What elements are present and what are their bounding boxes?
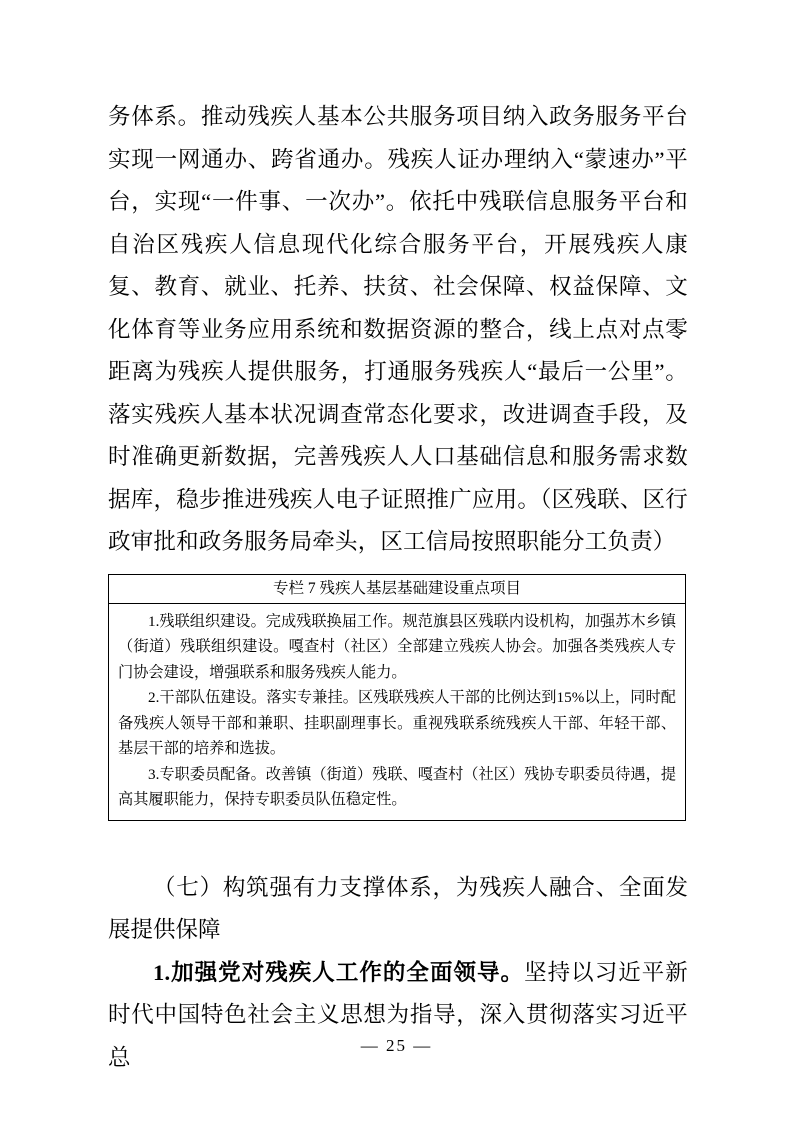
highlight-box-item: 3.专职委员配备。改善镇（街道）残联、嘎查村（社区）残协专职委员待遇，提高其履职能力，保持专职委员队伍稳定性。 (118, 765, 676, 808)
highlight-box-body (109, 604, 685, 820)
paragraph-lead-in: 1.加强党对残疾人工作的全面领导。 (153, 959, 525, 985)
section-spacer (108, 821, 688, 867)
paragraph-party-leadership (108, 952, 688, 1080)
highlight-box-item: 2.干部队伍建设。落实专兼挂。区残联残疾人干部的比例达到15%以上，同时配备残疾人领导干部和兼职、挂职副理事长。重视残联系统残疾人干部、年轻干部、基层干部的培养和选拔。 (118, 689, 676, 757)
section-heading: （七）构筑强有力支撑体系，为残疾人融合、全面发展提供保障 (108, 874, 688, 942)
paragraph-continued: 务体系。推动残疾人基本公共服务项目纳入政务服务平台实现一网通办、跨省通办。残疾人证办理纳入“蒙速办”平台，实现“一件事、一次办”。依托中残联信息服务平台和自治区残疾人信息现代化综合服务平台，开展残疾人康复、教育、就业、托养、扶贫、社会保障、权益保障、文化体育等业务应用系统和数据资源的整合，线上点对点零距离为残疾人提供服务，打通服务残疾人“最后一公里”。落实残疾人基本状况调查常态化要求，改进调查手段，及时准确更新数据，完善残疾人人口基础信息和服务需求数据库，稳步推进残疾人电子证照推广应用。（区残联、区行政审批和政务服务局牵头，区工信局按照职能分工负责） (108, 104, 688, 554)
page-number: — 25 — (360, 1036, 433, 1055)
highlight-box-title: 专栏 7 残疾人基层基础建设重点项目 (109, 575, 685, 604)
highlight-box-item: 1.残联组织建设。完成残联换届工作。规范旗县区残联内设机构，加强苏木乡镇（街道）残联组织建设。嘎查村（社区）全部建立残疾人协会。加强各类残疾人专门协会建设，增强联系和服务残疾人能力。 (118, 612, 676, 681)
page-content (108, 96, 688, 1079)
highlight-box-column-7 (108, 574, 686, 821)
paragraph-body-text: 坚持以习近平新时代中国特色社会主义思想为指导，深入贯彻落实习近平总 (108, 959, 688, 1070)
